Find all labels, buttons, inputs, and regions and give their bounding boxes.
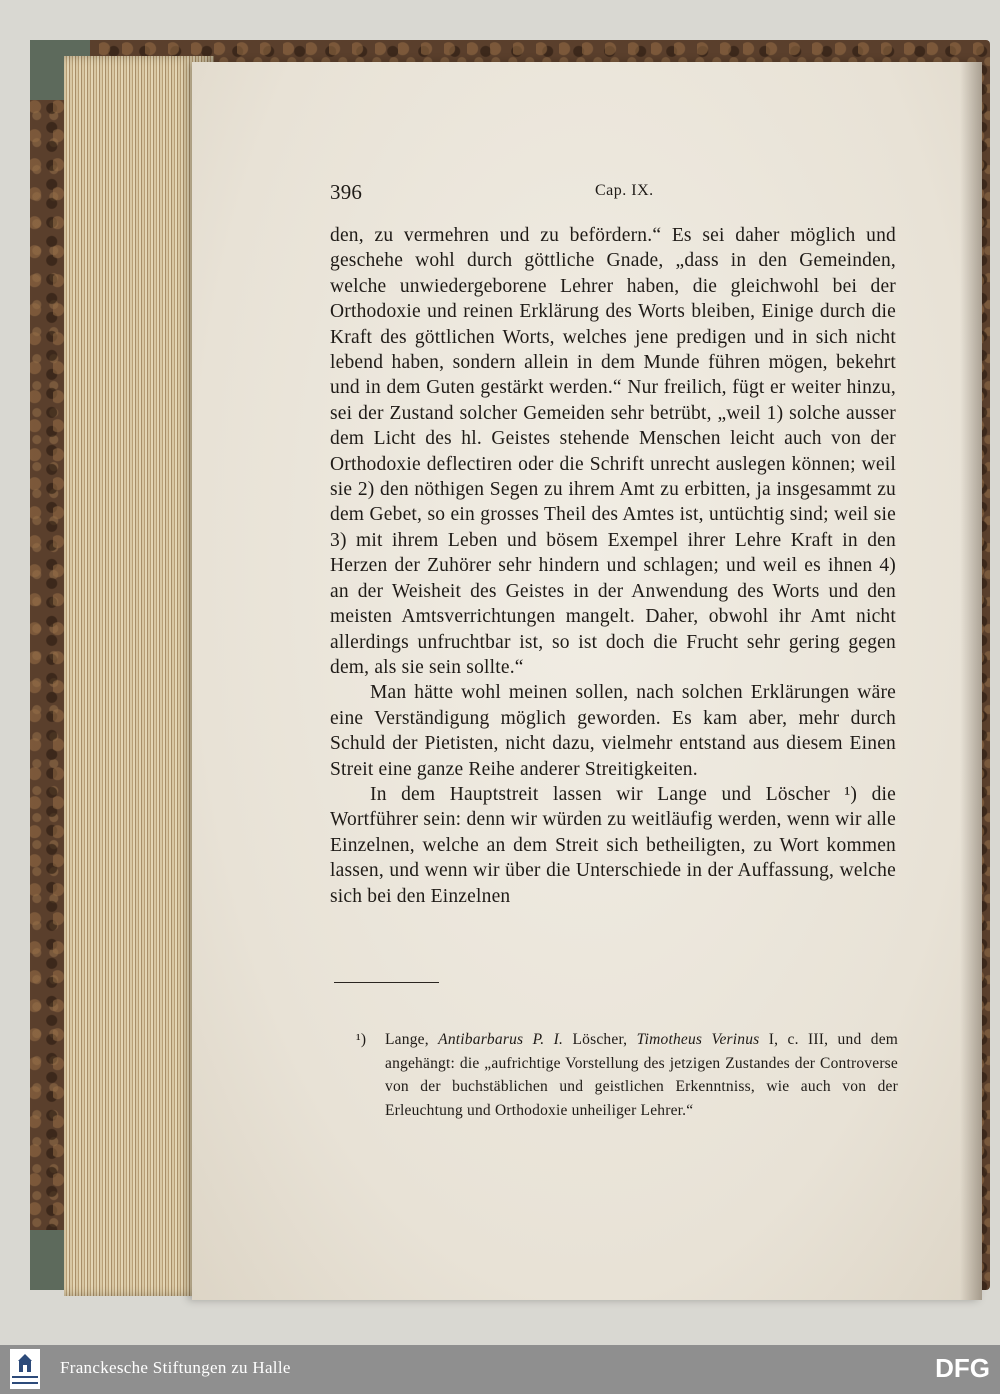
- franckesche-stiftungen-logo-icon[interactable]: [10, 1349, 40, 1389]
- chapter-title: Cap. IX.: [595, 182, 654, 199]
- footnote-title: Timotheus Verinus: [636, 1031, 760, 1048]
- footnote-author: Löscher,: [572, 1031, 628, 1048]
- dfg-logo[interactable]: DFG: [935, 1353, 990, 1383]
- running-header: [330, 180, 896, 210]
- footnote: [330, 1028, 898, 1122]
- footnote-title: Antibarbarus P. I.: [438, 1031, 564, 1048]
- institution-name: Franckesche Stiftungen zu Halle: [60, 1358, 291, 1377]
- body-text: [330, 223, 896, 909]
- footnote-text: I, c. III, und dem angehängt: die „aufrichtige Vorstellung des jetzigen Zustandes der Controverse von der buchstäblichen und geistlichen Erkenntniss, wie auch von der Erleuchtung und Orthodoxie unheiliger Lehrer.“: [385, 1031, 899, 1119]
- page-gutter-shadow: [960, 62, 982, 1300]
- paragraph: den, zu vermehren und zu befördern.“ Es sei daher möglich und geschehe wohl durch göttliche Gnade, „dass in den Gemeinden, welche unwiedergeborene Lehrer haben, die gleichwohl bei der Orthodoxie und reinen Erklärung des Worts bleiben, Einige durch die Kraft des göttlichen Worts, welches jene predigen und in sich nicht lebend haben, sondern allein in dem Munde führen mögen, bekehrt und in dem Guten gestärkt werden.“ Nur freilich, fügt er weiter hinzu, sei der Zustand solcher Gemeiden sehr betrübt, „weil 1) solche ausser dem Licht des hl. Geistes stehende Menschen leicht auch von der Orthodoxie deflectiren oder die Schrift unrecht auslegen können; weil sie 2) den nöthigen Segen zu ihrem Amt zu erbitten, ja insgesammt zu dem Gebet, so ein grosses Theil des Amtes ist, untüchtig sind; weil sie 3) mit ihrem Leben und bösem Exempel ihrer Lehre Kraft in den Herzen der Zuhörer sehr hindern und schlagen; und weil es ihnen 4) an der Weisheit des Geistes in der Anwendung des Worts und den meisten Amtsverrichtungen mangelt. Daher, obwohl ihr Amt nicht allerdings unfruchtbar ist, so ist doch die Frucht sehr gering gegen dem, als sie sein sollte.“: [330, 225, 896, 678]
- footnote-rule: [334, 982, 439, 983]
- book-page: [192, 62, 982, 1300]
- paragraph: In dem Hauptstreit lassen wir Lange und Löscher ¹) die Wortführer sein: denn wir würden zu weitläufig werden, wenn wir alle Einzelnen, welche an dem Streit sich betheiligten, zu Wort kommen lassen, und wenn wir über die Unterschiede in der Auffassung, welche sich bei den Einzelnen: [330, 783, 896, 907]
- footnote-author: Lange,: [385, 1031, 429, 1048]
- page-number: 396: [330, 180, 363, 204]
- footnote-marker: ¹): [356, 1031, 367, 1048]
- viewer-footer-bar: [0, 1345, 1000, 1394]
- paragraph: Man hätte wohl meinen sollen, nach solchen Erklärungen wäre eine Verständigung möglich geworden. Es kam aber, mehr durch Schuld der Pietisten, nicht dazu, vielmehr entstand aus diesem Einen Streit eine ganze Reihe anderer Streitigkeiten.: [330, 682, 896, 780]
